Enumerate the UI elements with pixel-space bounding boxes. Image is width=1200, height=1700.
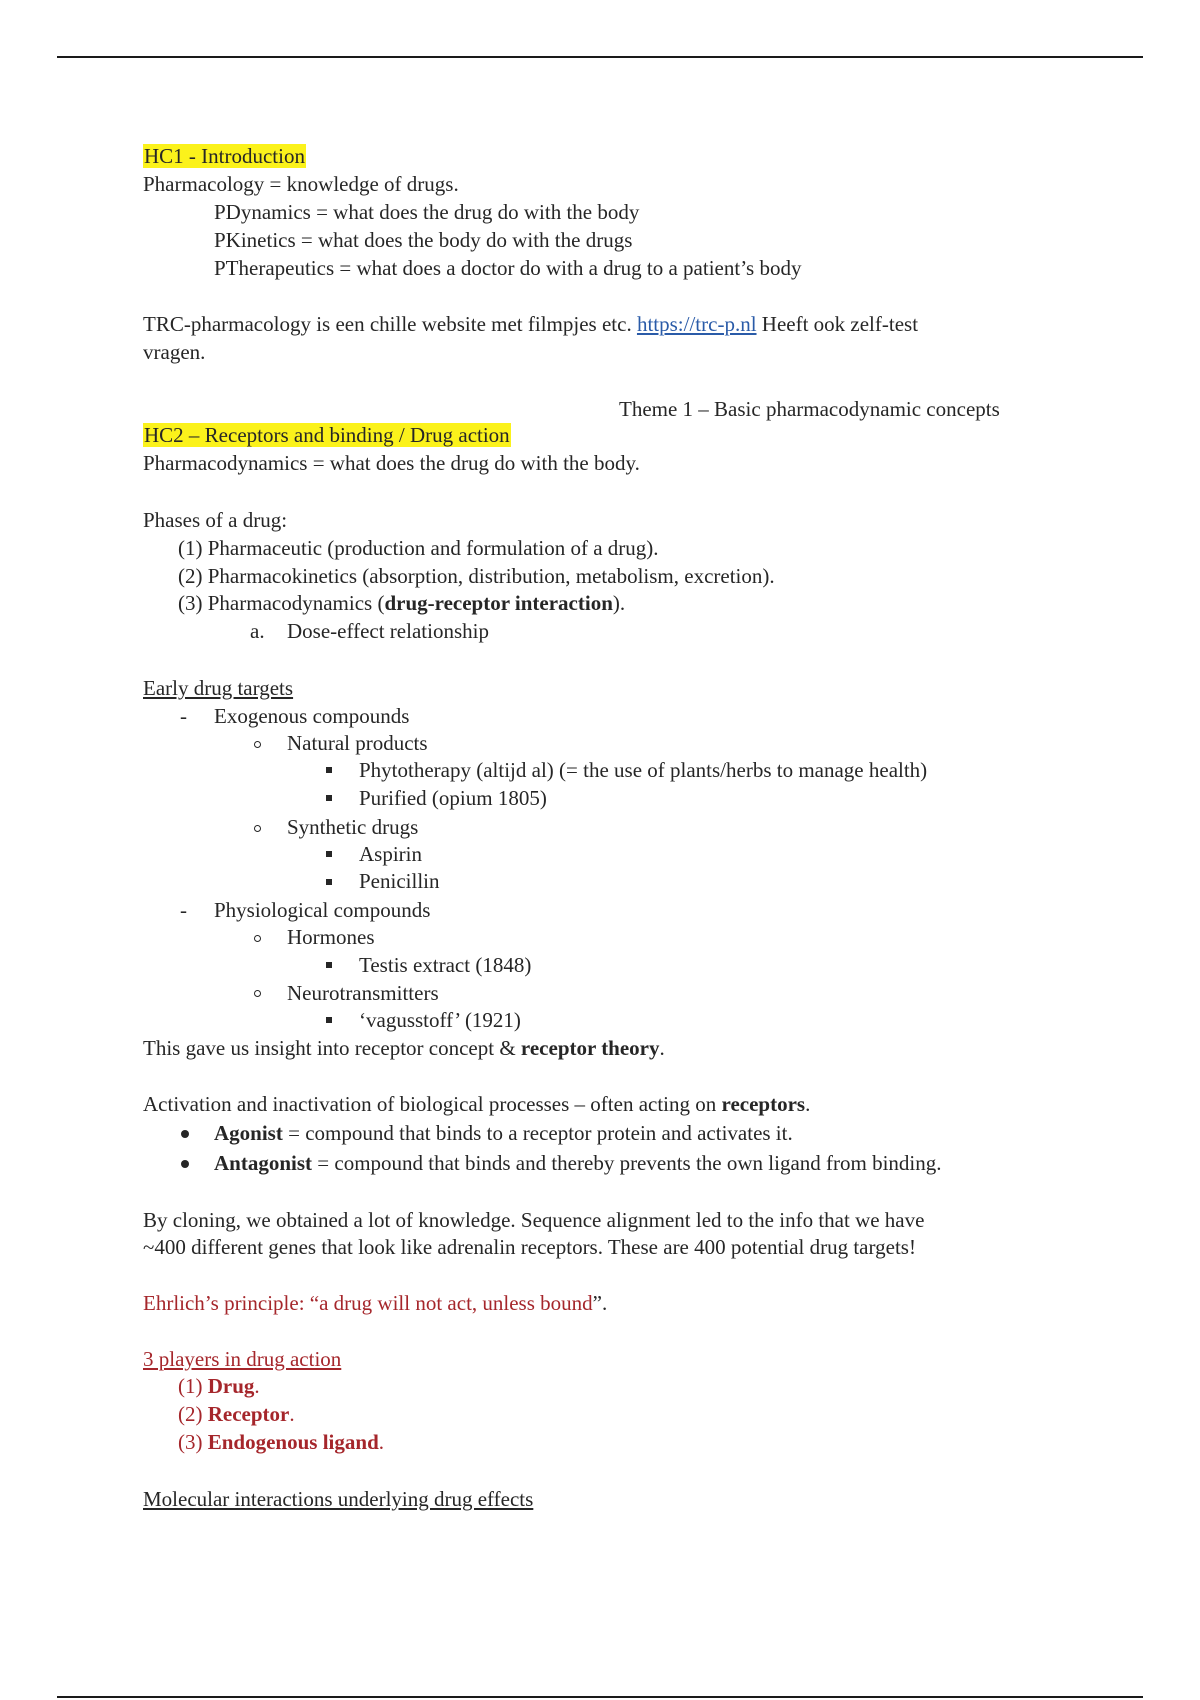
physiological-item: Physiological compounds xyxy=(214,898,431,922)
player-item: (2) Receptor. xyxy=(178,1402,295,1426)
penicillin-item: Penicillin xyxy=(359,869,440,893)
circle-bullet-icon xyxy=(254,741,261,748)
testis-item: Testis extract (1848) xyxy=(359,953,532,977)
phases-title: Phases of a drug: xyxy=(143,508,288,532)
player-item: (1) Drug. xyxy=(178,1374,260,1398)
cloning-line: ~400 different genes that look like adrenalin receptors. These are 400 potential drug targets! xyxy=(143,1235,916,1259)
player-item: (3) Endogenous ligand. xyxy=(178,1430,384,1454)
square-bullet-icon xyxy=(326,767,332,773)
synthetic-item: Synthetic drugs xyxy=(287,815,419,839)
dash-bullet: - xyxy=(180,898,187,922)
purified-item: Purified (opium 1805) xyxy=(359,786,547,810)
square-bullet-icon xyxy=(326,795,332,801)
round-bullet-icon xyxy=(181,1130,189,1138)
pharmacology-definition: Pharmacology = knowledge of drugs. xyxy=(143,172,459,196)
square-bullet-icon xyxy=(326,851,332,857)
phase-subitem: Dose-effect relationship xyxy=(287,619,489,643)
phase-subitem-letter: a. xyxy=(250,619,265,643)
players-title: 3 players in drug action xyxy=(143,1347,342,1371)
hc2-heading: HC2 – Receptors and binding / Drug action xyxy=(144,423,510,447)
trc-link[interactable]: https://trc-p.nl xyxy=(636,312,757,336)
hormones-item: Hormones xyxy=(287,925,375,949)
pharmacodynamics-definition: Pharmacodynamics = what does the drug do with the body. xyxy=(143,451,640,475)
cloning-line: By cloning, we obtained a lot of knowledge. Sequence alignment led to the info that we have xyxy=(143,1208,925,1232)
exogenous-item: Exogenous compounds xyxy=(214,704,410,728)
insight-line: This gave us insight into receptor concept & receptor theory. xyxy=(143,1036,665,1060)
theme-title: Theme 1 – Basic pharmacodynamic concepts xyxy=(619,397,1000,421)
natural-products-item: Natural products xyxy=(287,731,428,755)
trc-line-cont: vragen. xyxy=(143,340,206,364)
agonist-item: Agonist = compound that binds to a receptor protein and activates it. xyxy=(214,1121,793,1145)
vagusstoff-item: ‘vagusstoff’ (1921) xyxy=(359,1008,521,1032)
early-targets-title: Early drug targets xyxy=(143,676,294,700)
phase-item: (1) Pharmaceutic (production and formulation of a drug). xyxy=(178,536,659,560)
ehrlich-principle: Ehrlich’s principle: “a drug will not act, unless bound”. xyxy=(143,1291,608,1315)
top-rule xyxy=(57,56,1143,58)
antagonist-item: Antagonist = compound that binds and thereby prevents the own ligand from binding. xyxy=(214,1151,942,1175)
circle-bullet-icon xyxy=(254,935,261,942)
phase-item: (2) Pharmacokinetics (absorption, distribution, metabolism, excretion). xyxy=(178,564,775,588)
phase-item: (3) Pharmacodynamics (drug-receptor interaction). xyxy=(178,591,626,615)
square-bullet-icon xyxy=(326,1017,332,1023)
bottom-rule xyxy=(57,1696,1143,1698)
pkinetics-line: PKinetics = what does the body do with the drugs xyxy=(214,228,633,252)
activation-line: Activation and inactivation of biological processes – often acting on receptors. xyxy=(143,1092,811,1116)
trc-line: TRC-pharmacology is een chille website met filmpjes etc. https://trc-p.nl Heeft ook zelf-test xyxy=(143,312,919,336)
dash-bullet: - xyxy=(180,704,187,728)
neurotransmitters-item: Neurotransmitters xyxy=(287,981,439,1005)
square-bullet-icon xyxy=(326,962,332,968)
molecular-title: Molecular interactions underlying drug effects xyxy=(143,1487,534,1511)
hc1-heading: HC1 - Introduction xyxy=(144,144,305,168)
square-bullet-icon xyxy=(326,879,332,885)
circle-bullet-icon xyxy=(254,990,261,997)
aspirin-item: Aspirin xyxy=(359,842,422,866)
round-bullet-icon xyxy=(181,1160,189,1168)
phytotherapy-item: Phytotherapy (altijd al) (= the use of plants/herbs to manage health) xyxy=(359,758,928,782)
ptherapeutics-line: PTherapeutics = what does a doctor do with a drug to a patient’s body xyxy=(214,256,802,280)
circle-bullet-icon xyxy=(254,825,261,832)
pdynamics-line: PDynamics = what does the drug do with the body xyxy=(214,200,640,224)
